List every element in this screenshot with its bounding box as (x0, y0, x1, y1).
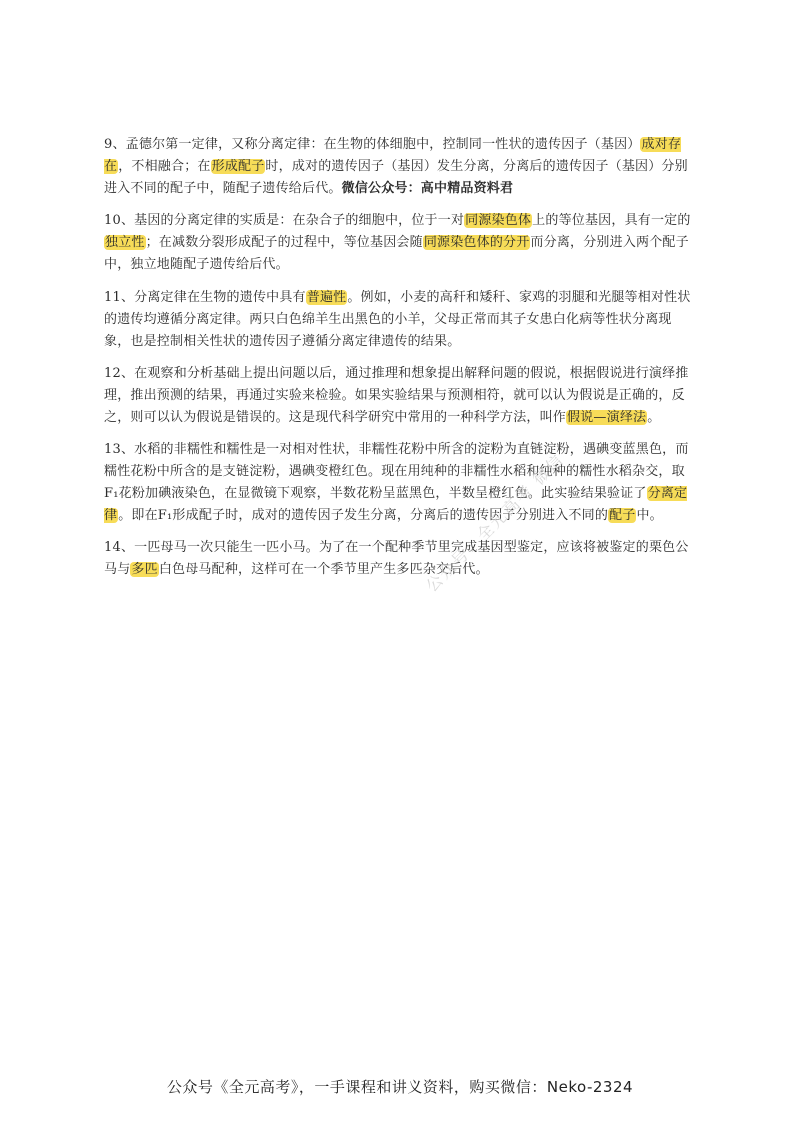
highlight: 分离定律 (104, 486, 688, 523)
highlight: 普遍性 (306, 290, 347, 305)
highlight: 成对存在 (104, 137, 682, 174)
text: 上的等位基因，具有一定的 (532, 213, 691, 228)
highlight: 假说—演绎法 (567, 410, 647, 425)
text: ，不相融合；在 (118, 159, 211, 174)
paragraph-9 (104, 134, 694, 200)
text: 11、分离定律在生物的遗传中具有 (104, 290, 306, 305)
text: ；在减数分裂形成配子的过程中，等位基因会随 (145, 235, 423, 250)
paragraph-11 (104, 287, 694, 353)
text: 12、在观察和分析基础上提出问题以后，通过推理和想象提出解释问题的假说，根据假说进行演绎推理，推出预测的结果，再通过实验来检验。如果实验结果与预测相符，就可以认为假说是正确的，反之，则可以认为假说是错误的。这是现代科学研究中常用的一种科学方法，叫作 (104, 366, 689, 425)
paragraph-13 (104, 439, 694, 527)
text: 。即在F₁形成配子时，成对的遗传因子发生分离，分离后的遗传因子分别进入不同的 (118, 508, 609, 523)
text: 10、基因的分离定律的实质是：在杂合子的细胞中，位于一对 (104, 213, 465, 228)
highlight: 形成配子 (211, 159, 265, 174)
highlight: 同源染色体的分开 (423, 235, 530, 250)
text: 中。 (636, 508, 663, 523)
highlight: 多匹 (131, 562, 158, 577)
footer-text: 公众号《全元高考》，一手课程和讲义资料，购买微信：Neko-2324 (166, 1078, 634, 1096)
highlight: 配子 (609, 508, 636, 523)
text: 而分离，分别进入两个配子中，独立地随配子遗传给后代。 (104, 235, 689, 272)
text: 。例如，小麦的高秆和矮秆、家鸡的羽腿和光腿等相对性状的遗传均遵循分离定律。两只白色绵羊生出黑色的小羊，父母正常而其子女患白化病等性状分离现象，也是控制相关性状的遗传因子遵循分离定律遗传的结果。 (104, 290, 691, 349)
highlight: 同源染色体 (465, 213, 532, 228)
paragraph-10 (104, 210, 694, 276)
paragraph-14 (104, 537, 694, 581)
text: 9、孟德尔第一定律，又称分离定律：在生物的体细胞中，控制同一性状的遗传因子（基因） (104, 137, 641, 152)
text: 14、一匹母马一次只能生一匹小马。为了在一个配种季节里完成基因型鉴定，应该将被鉴定的栗色公马与 (104, 540, 689, 577)
wechat-account-note: 微信公众号：高中精品资料君 (341, 181, 514, 196)
paragraph-12 (104, 363, 694, 429)
watermark: 公众号：全元高考 微信 (422, 449, 568, 596)
text: 白色母马配种，这样可在一个季节里产生多匹杂交后代。 (158, 562, 489, 577)
text: 。 (647, 410, 661, 425)
text: 13、水稻的非糯性和糯性是一对相对性状，非糯性花粉中所含的淀粉为直链淀粉，遇碘变蓝黑色，而糯性花粉中所含的是支链淀粉，遇碘变橙红色。现在用纯种的非糯性水稻和纯种的糯性水稻杂交，取F₁花粉加碘液染色，在显微镜下观察，半数花粉呈蓝黑色，半数呈橙红色。此实验结果验证了 (104, 442, 689, 501)
highlight: 独立性 (105, 235, 145, 250)
text: 时，成对的遗传因子（基因）发生分离，分离后的遗传因子（基因）分别进入不同的配子中，随配子遗传给后代。 (104, 159, 688, 196)
